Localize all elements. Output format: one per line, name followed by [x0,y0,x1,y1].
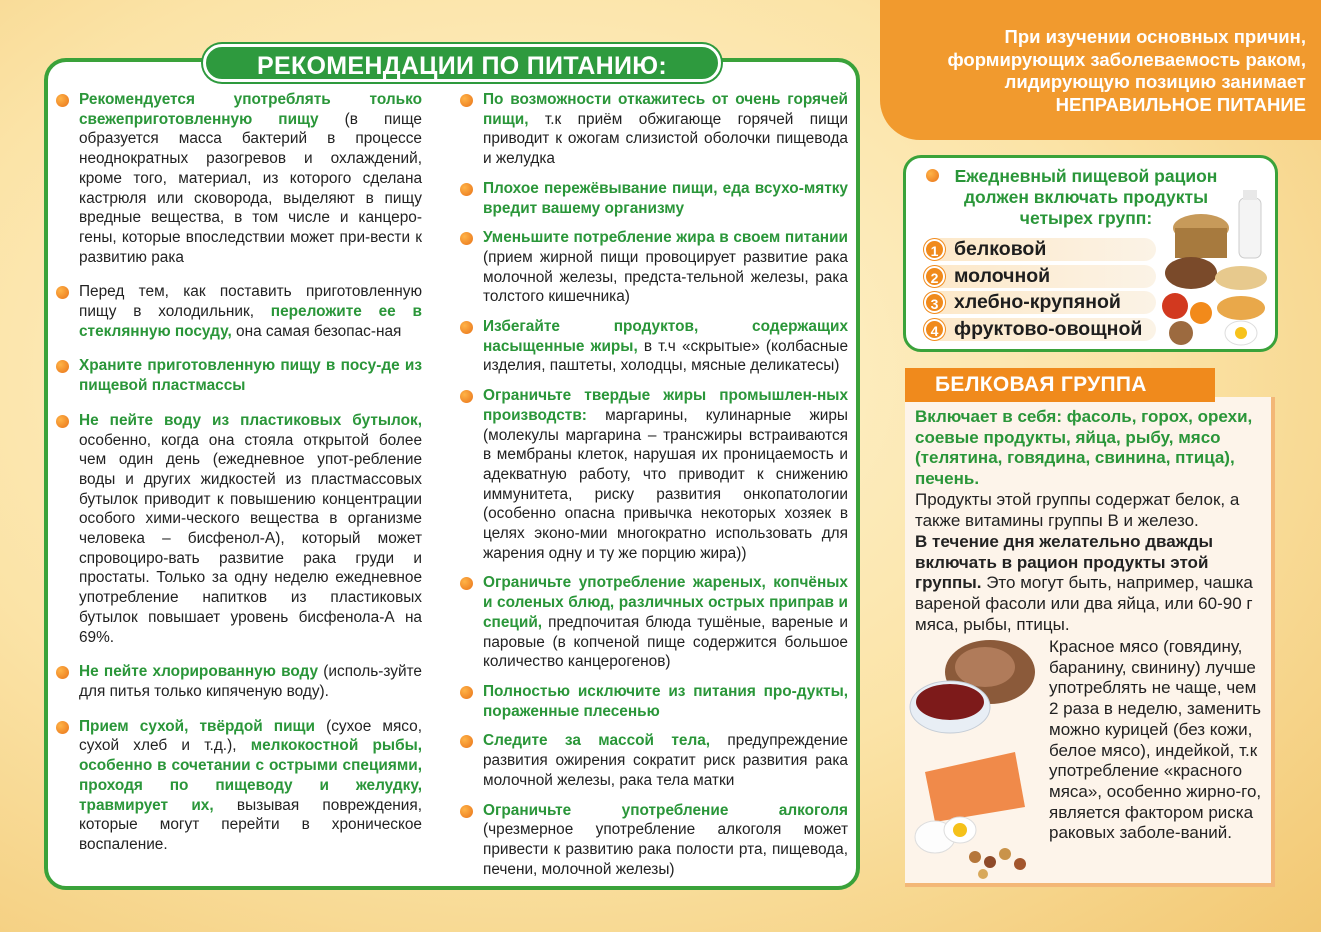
group-number: 3 [924,292,945,313]
list-item: Рекомендуется употреблять только свежеприготовленную пищу (в пище образуется масса бактерий в процессе неоднократных разогревов и охлаждений, кроме того, материал, из которого сделана кастрюля или сковорода, выделяют в пищу вредные вещества, в том числе и канцеро-гены, которые впоследствии может при-вести к развитию рака [56,90,422,267]
list-item: Плохое пережёвывание пищи, еда всухо-мятку вредит вашему организму [460,179,848,218]
bullet-icon [460,94,473,107]
list-item: Полностью исключите из питания про-дукты, пораженные плесенью [460,682,848,721]
protein-description: Продукты этой группы содержат белок, а также витамины группы В и железо. [915,490,1240,530]
bullet-icon [56,360,69,373]
protein-advice: В течение дня желательно дважды включать в рацион продукты этой группы. Это могут быть, например, чашка вареной фасоли или два яйца, или 60-90 г мяса, рыбы, птицы. [915,532,1253,634]
list-item: По возможности откажитесь от очень горячей пищи, т.к приём обжигающе горячей пищи приводит к ожогам слизистой оболочки пищевода и желудка [460,90,848,169]
diet-heading: Ежедневный пищевой рацион должен включать продукты четырех групп: [926,166,1246,229]
list-item: Не пейте воду из пластиковых бутылок, особенно, когда она стояла открытой более чем один день (ежедневное упот-ребление воды и других жидкостей из пластмассовых бутылок приводит к повышению концентрации особого хими-ческого вещества в организме человека – бисфенол-А), который может спровоциро-вать развитие рака груди и простаты. Только за одну неделю ежедневное употребление напитков из пластиковых бутылок повышает уровень бисфенола-А на 69%. [56,411,422,647]
list-item: Храните приготовленную пищу в посу-де из пищевой пластмассы [56,356,422,395]
diet-groups-panel [903,155,1278,352]
bullet-icon [56,94,69,107]
protein-foods-illustration [905,632,1045,882]
list-item: Не пейте хлорированную воду (исполь-зуйте для питья только кипяченую воду). [56,662,422,701]
protein-includes: Включает в себя: фасоль, горох, орехи, соевые продукты, яйца, рыбу, мясо (телятина, говядина, свинина, птица), печень. [915,407,1253,489]
food-group-item: 1 белковой [924,238,1156,261]
group-number: 1 [924,239,945,260]
bullet-icon [460,321,473,334]
food-group-item: 4 фруктово-овощной [924,318,1156,341]
bullet-icon [56,286,69,299]
bullet-icon [460,390,473,403]
red-meat-advice: Красное мясо (говядину, баранину, свинину) лучше употреблять не чаще, чем 2 раза в неделю, заменить можно курицей (без кожи, белое мясо), индейкой, т.к употребление «красного мяса», особенно жирно-го, является фактором риска раковых заболе-ваний. [1049,637,1262,843]
bullet-icon [460,232,473,245]
protein-group-heading: БЕЛКОВАЯ ГРУППА [905,368,1215,402]
middle-column [460,90,848,889]
list-item: Ограничьте твердые жиры промышлен-ных производств: маргарины, кулинарные жиры (молекулы маргарина – трансжиры встраиваются в мембраны клеток, нарушая их проницаемость и адекватную работу, что приводит к снижению иммунитета, риску развития онкопатологии (особенно опасна привычка некоторых хозяек в целях эконо-мии многократно использовать для жарения одну и ту же порцию жира)) [460,386,848,563]
bullet-icon [460,183,473,196]
list-item: Избегайте продуктов, содержащих насыщенные жиры, в т.ч «скрытые» (колбасные изделия, паштеты, холодцы, мясные деликатесы) [460,317,848,376]
list-item: Ограничьте употребление жареных, копчёных и соленых блюд, различных острых приправ и специй, предпочитая блюда тушёные, вареные и паровые (в копченой пище содержится большое количество канцерогенов) [460,573,848,672]
bullet-icon [56,666,69,679]
list-item: Прием сухой, твёрдой пищи (сухое мясо, сухой хлеб и т.д.), мелкокостной рыбы, особенно в сочетании с острыми специями, проходя по пищеводу и желудку, травмирует их, вызывая повреждения, которые могут перейти в хроническое воспаление. [56,717,422,855]
page-title: РЕКОМЕНДАЦИИ ПО ПИТАНИЮ: [203,44,721,82]
food-group-item: 2 молочной [924,265,1156,288]
left-column [56,90,422,870]
list-item: Следите за массой тела, предупреждение развития ожирения сократит риск развития рака молочной железы, рака тела матки [460,731,848,790]
list-item: Ограничьте употребление алкоголя (чрезмерное употребление алкоголя может привести к развитию рака полости рта, пищевода, печени, молочной железы) [460,801,848,880]
bullet-icon [56,721,69,734]
group-number: 4 [924,319,945,340]
bullet-icon [56,415,69,428]
bullet-icon [460,805,473,818]
food-groups-list [924,238,1156,344]
key-fact-text: При изучении основных причин, формирующих заболеваемость раком, лидирующую позицию занимает НЕПРАВИЛЬНОЕ ПИТАНИЕ [947,26,1306,115]
list-item: Уменьшите потребление жира в своем питании (прием жирной пищи провоцирует развитие рака молочной железы, предста-тельной железы, рака толстого кишечника) [460,228,848,307]
food-products-illustration [1161,188,1273,348]
bullet-icon [460,735,473,748]
key-fact-banner [880,0,1321,140]
protein-group-panel [905,397,1275,887]
bullet-icon [460,577,473,590]
list-item: Перед тем, как поставить приготовленную пищу в холодильник, переложите ее в стеклянную посуду, она самая безопас-ная [56,282,422,341]
group-number: 2 [924,266,945,287]
bullet-icon [926,169,939,182]
bullet-icon [460,686,473,699]
food-group-item: 3 хлебно-крупяной [924,291,1156,314]
